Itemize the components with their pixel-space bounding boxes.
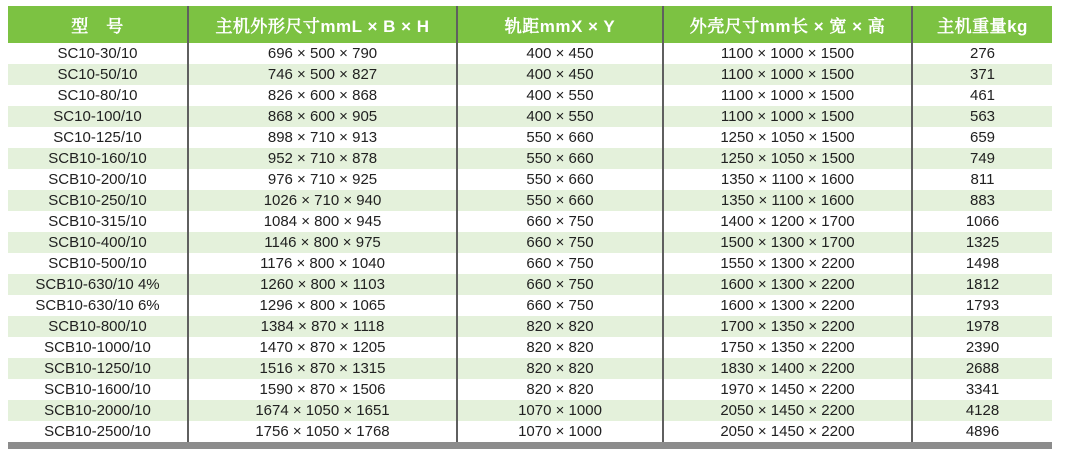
cell-model: SCB10-1000/10	[44, 339, 151, 356]
table-body	[8, 43, 1052, 442]
cell-weight: 2390	[912, 337, 1052, 358]
cell-weight: 563	[912, 106, 1052, 127]
table-row	[8, 106, 1052, 127]
cell-weight: 1066	[912, 211, 1052, 232]
cell-track-gauge: 400 × 550	[457, 85, 663, 106]
cell-shell-dimensions: 2050 × 1450 × 2200	[663, 421, 912, 442]
cell-model: SC10-100/10	[53, 108, 142, 125]
cell-shell-dimensions: 1830 × 1400 × 2200	[663, 358, 912, 379]
table-row	[8, 43, 1052, 64]
col-header-unit-dimensions: 主机外形尺寸mmL × B × H	[188, 6, 457, 43]
cell-track-gauge: 820 × 820	[457, 316, 663, 337]
cell-shell-dimensions: 1600 × 1300 × 2200	[663, 295, 912, 316]
cell-unit-dimensions: 976 × 710 × 925	[188, 169, 457, 190]
col-header-track-gauge: 轨距mmX × Y	[457, 6, 663, 43]
cell-unit-dimensions: 1470 × 870 × 1205	[188, 337, 457, 358]
cell-shell-dimensions: 2050 × 1450 × 2200	[663, 400, 912, 421]
cell-model: SCB10-630/10 4%	[35, 276, 160, 293]
cell-track-gauge: 660 × 750	[457, 295, 663, 316]
cell-model: SCB10-1600/10	[44, 381, 151, 398]
cell-shell-dimensions: 1750 × 1350 × 2200	[663, 337, 912, 358]
cell-weight: 2688	[912, 358, 1052, 379]
table-row	[8, 337, 1052, 358]
cell-track-gauge: 820 × 820	[457, 337, 663, 358]
cell-weight: 659	[912, 127, 1052, 148]
table-row	[8, 232, 1052, 253]
cell-track-gauge: 550 × 660	[457, 169, 663, 190]
cell-weight: 811	[912, 169, 1052, 190]
cell-shell-dimensions: 1250 × 1050 × 1500	[663, 127, 912, 148]
cell-weight: 4128	[912, 400, 1052, 421]
cell-unit-dimensions: 1516 × 870 × 1315	[188, 358, 457, 379]
cell-track-gauge: 400 × 450	[457, 43, 663, 64]
spec-table-container	[8, 6, 1052, 449]
cell-weight: 1325	[912, 232, 1052, 253]
cell-model: SCB10-250/10	[48, 192, 147, 209]
cell-unit-dimensions: 1296 × 800 × 1065	[188, 295, 457, 316]
table-row	[8, 358, 1052, 379]
cell-weight: 1812	[912, 274, 1052, 295]
cell-weight: 276	[912, 43, 1052, 64]
cell-unit-dimensions: 746 × 500 × 827	[188, 64, 457, 85]
cell-unit-dimensions: 1756 × 1050 × 1768	[188, 421, 457, 442]
cell-shell-dimensions: 1350 × 1100 × 1600	[663, 190, 912, 211]
table-row	[8, 211, 1052, 232]
cell-unit-dimensions: 898 × 710 × 913	[188, 127, 457, 148]
cell-unit-dimensions: 1026 × 710 × 940	[188, 190, 457, 211]
cell-shell-dimensions: 1700 × 1350 × 2200	[663, 316, 912, 337]
cell-model: SCB10-630/10 6%	[35, 297, 160, 314]
cell-weight: 371	[912, 64, 1052, 85]
table-row	[8, 400, 1052, 421]
cell-model: SCB10-500/10	[48, 255, 147, 272]
cell-weight: 4896	[912, 421, 1052, 442]
transformer-spec-table	[8, 6, 1052, 442]
cell-unit-dimensions: 1146 × 800 × 975	[188, 232, 457, 253]
cell-model: SCB10-200/10	[48, 171, 147, 188]
table-row	[8, 85, 1052, 106]
cell-unit-dimensions: 868 × 600 × 905	[188, 106, 457, 127]
cell-unit-dimensions: 1260 × 800 × 1103	[188, 274, 457, 295]
cell-track-gauge: 820 × 820	[457, 358, 663, 379]
cell-weight: 3341	[912, 379, 1052, 400]
table-row	[8, 421, 1052, 442]
cell-track-gauge: 660 × 750	[457, 253, 663, 274]
cell-model: SCB10-2000/10	[44, 402, 151, 419]
cell-track-gauge: 660 × 750	[457, 274, 663, 295]
cell-shell-dimensions: 1100 × 1000 × 1500	[663, 43, 912, 64]
cell-weight: 1978	[912, 316, 1052, 337]
cell-weight: 1498	[912, 253, 1052, 274]
cell-model: SC10-50/10	[57, 66, 138, 83]
cell-track-gauge: 550 × 660	[457, 148, 663, 169]
cell-shell-dimensions: 1350 × 1100 × 1600	[663, 169, 912, 190]
table-row	[8, 127, 1052, 148]
cell-shell-dimensions: 1970 × 1450 × 2200	[663, 379, 912, 400]
cell-shell-dimensions: 1250 × 1050 × 1500	[663, 148, 912, 169]
cell-model: SCB10-160/10	[48, 150, 147, 167]
table-row	[8, 148, 1052, 169]
cell-unit-dimensions: 1590 × 870 × 1506	[188, 379, 457, 400]
table-row	[8, 190, 1052, 211]
cell-track-gauge: 660 × 750	[457, 232, 663, 253]
cell-model: SC10-80/10	[57, 87, 138, 104]
cell-model: SC10-125/10	[53, 129, 142, 146]
cell-track-gauge: 550 × 660	[457, 190, 663, 211]
col-header-model: 型 号	[8, 6, 188, 43]
cell-unit-dimensions: 1674 × 1050 × 1651	[188, 400, 457, 421]
cell-model: SCB10-2500/10	[44, 423, 151, 440]
cell-model: SCB10-400/10	[48, 234, 147, 251]
col-header-weight: 主机重量kg	[912, 6, 1052, 43]
col-header-shell-dimensions: 外壳尺寸mm长 × 宽 × 高	[663, 6, 912, 43]
cell-weight: 1793	[912, 295, 1052, 316]
cell-unit-dimensions: 1084 × 800 × 945	[188, 211, 457, 232]
table-row	[8, 316, 1052, 337]
cell-track-gauge: 400 × 450	[457, 64, 663, 85]
cell-unit-dimensions: 952 × 710 × 878	[188, 148, 457, 169]
cell-shell-dimensions: 1100 × 1000 × 1500	[663, 64, 912, 85]
cell-shell-dimensions: 1600 × 1300 × 2200	[663, 274, 912, 295]
cell-track-gauge: 820 × 820	[457, 379, 663, 400]
cell-model: SC10-30/10	[57, 45, 138, 62]
cell-shell-dimensions: 1500 × 1300 × 1700	[663, 232, 912, 253]
cell-shell-dimensions: 1100 × 1000 × 1500	[663, 106, 912, 127]
cell-weight: 461	[912, 85, 1052, 106]
cell-track-gauge: 1070 × 1000	[457, 421, 663, 442]
cell-track-gauge: 400 × 550	[457, 106, 663, 127]
header-row	[8, 6, 1052, 43]
table-row	[8, 169, 1052, 190]
table-row	[8, 274, 1052, 295]
cell-shell-dimensions: 1550 × 1300 × 2200	[663, 253, 912, 274]
cell-shell-dimensions: 1400 × 1200 × 1700	[663, 211, 912, 232]
cell-unit-dimensions: 696 × 500 × 790	[188, 43, 457, 64]
cell-unit-dimensions: 1176 × 800 × 1040	[188, 253, 457, 274]
cell-unit-dimensions: 826 × 600 × 868	[188, 85, 457, 106]
table-header	[8, 6, 1052, 43]
cell-unit-dimensions: 1384 × 870 × 1118	[188, 316, 457, 337]
table-row	[8, 379, 1052, 400]
cell-model: SCB10-315/10	[48, 213, 147, 230]
cell-track-gauge: 550 × 660	[457, 127, 663, 148]
cell-track-gauge: 660 × 750	[457, 211, 663, 232]
cell-weight: 883	[912, 190, 1052, 211]
cell-track-gauge: 1070 × 1000	[457, 400, 663, 421]
table-bottom-bar	[8, 442, 1052, 449]
table-row	[8, 295, 1052, 316]
cell-model: SCB10-800/10	[48, 318, 147, 335]
cell-weight: 749	[912, 148, 1052, 169]
cell-shell-dimensions: 1100 × 1000 × 1500	[663, 85, 912, 106]
table-row	[8, 64, 1052, 85]
table-row	[8, 253, 1052, 274]
cell-model: SCB10-1250/10	[44, 360, 151, 377]
